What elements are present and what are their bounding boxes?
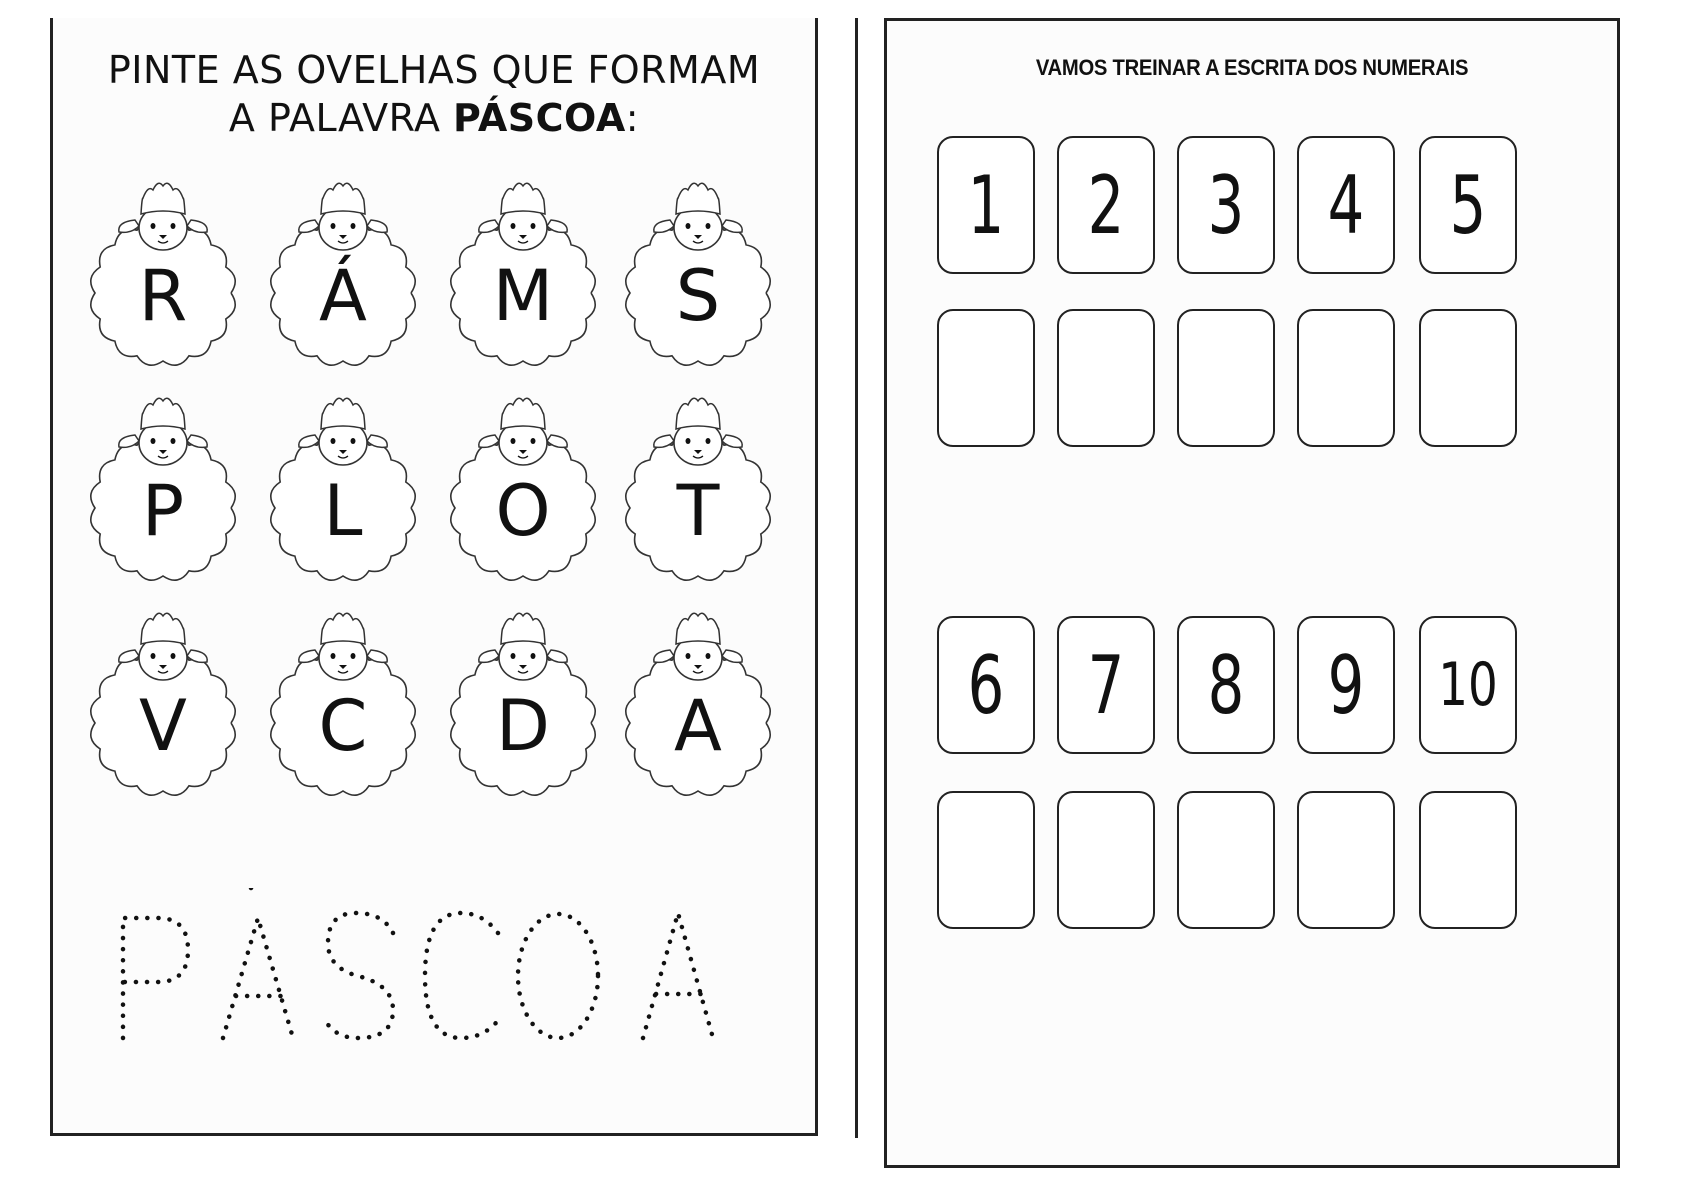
numeral-practice-box[interactable]	[1057, 309, 1155, 447]
numeral-model-box	[1419, 616, 1517, 754]
page-divider	[855, 18, 858, 1138]
numeral-model-box	[1297, 136, 1395, 274]
sheep-card[interactable]	[618, 383, 778, 583]
sheep-card[interactable]	[443, 168, 603, 368]
numeral-practice-box[interactable]	[1177, 791, 1275, 929]
sheep-letter: C	[318, 685, 368, 767]
sheep-head-wool	[676, 613, 720, 644]
sheep-letter: A	[674, 685, 722, 767]
numeral-model-box	[937, 136, 1035, 274]
sheep-eye-right	[706, 223, 711, 229]
numeral-label: 2	[1087, 158, 1125, 252]
sheep-eye-right	[706, 653, 711, 659]
dotted-letter-o	[518, 914, 598, 1038]
sheep-eye-right	[171, 653, 176, 659]
sheep-letter: Á	[319, 255, 367, 337]
sheep-card[interactable]	[443, 598, 603, 798]
sheep-eye-left	[151, 438, 156, 444]
sheep-grid	[73, 168, 793, 848]
sheep-letter: O	[495, 470, 551, 552]
sheep-card[interactable]	[618, 168, 778, 368]
sheep-card[interactable]	[443, 383, 603, 583]
dotted-letter-c	[425, 913, 500, 1038]
sheep-letter: L	[323, 470, 363, 552]
numeral-practice-box[interactable]	[1057, 791, 1155, 929]
sheep-card[interactable]	[83, 383, 243, 583]
sheep-eye-right	[531, 438, 536, 444]
sheep-eye-left	[151, 223, 156, 229]
sheep-head-wool	[501, 613, 545, 644]
title-line-2-suffix: :	[625, 96, 640, 140]
numeral-label: 9	[1327, 638, 1365, 732]
sheep-head-wool	[141, 398, 185, 429]
numeral-practice-box[interactable]	[1297, 309, 1395, 447]
dotted-letters-svg[interactable]	[53, 888, 821, 1048]
numeral-model-box	[937, 616, 1035, 754]
numeral-label: 10	[1438, 650, 1498, 720]
worksheet-left	[50, 18, 818, 1136]
numeral-model-box	[1177, 616, 1275, 754]
numeral-label: 6	[967, 638, 1005, 732]
sheep-letter: M	[492, 255, 554, 337]
sheep-eye-left	[511, 438, 516, 444]
numeral-practice-box[interactable]	[937, 309, 1035, 447]
sheep-eye-left	[331, 438, 336, 444]
sheep-card[interactable]	[83, 168, 243, 368]
sheep-eye-left	[511, 223, 516, 229]
numeral-model-box	[1419, 136, 1517, 274]
sheep-letter: R	[138, 255, 188, 337]
sheep-card[interactable]	[263, 168, 423, 368]
sheep-eye-left	[686, 653, 691, 659]
sheep-eye-left	[331, 223, 336, 229]
sheep-head-wool	[501, 398, 545, 429]
numeral-model-box	[1057, 136, 1155, 274]
numeral-practice-box[interactable]	[937, 791, 1035, 929]
numeral-model-box	[1177, 136, 1275, 274]
sheep-head-wool	[676, 183, 720, 214]
sheep-eye-right	[351, 653, 356, 659]
numeral-label: 5	[1449, 158, 1487, 252]
sheep-head-wool	[321, 613, 365, 644]
worksheet-right	[884, 18, 1620, 1168]
numeral-practice-box[interactable]	[1297, 791, 1395, 929]
sheep-eye-left	[686, 438, 691, 444]
sheep-eye-right	[171, 223, 176, 229]
worksheet-title-right: VAMOS TREINAR A ESCRITA DOS NUMERAIS	[1035, 55, 1469, 80]
dotted-letter-s	[325, 913, 393, 1038]
sheep-card[interactable]	[263, 598, 423, 798]
sheep-eye-right	[706, 438, 711, 444]
dotted-letter-p	[123, 918, 188, 1038]
title-keyword: PÁSCOA	[453, 96, 626, 140]
sheep-eye-right	[351, 223, 356, 229]
numeral-model-box	[1297, 616, 1395, 754]
sheep-letter: S	[675, 255, 721, 337]
numeral-label: 8	[1207, 638, 1245, 732]
sheep-eye-left	[331, 653, 336, 659]
sheep-head-wool	[676, 398, 720, 429]
sheep-head-wool	[501, 183, 545, 214]
sheep-eye-left	[151, 653, 156, 659]
sheep-head-wool	[321, 398, 365, 429]
sheep-letter: P	[141, 470, 185, 552]
dotted-tracing-word[interactable]	[53, 888, 815, 1048]
numeral-label: 1	[967, 158, 1005, 252]
numeral-practice-box[interactable]	[1177, 309, 1275, 447]
sheep-head-wool	[141, 613, 185, 644]
title-line-2-prefix: A PALAVRA	[228, 96, 454, 140]
dotted-letter-a	[643, 913, 713, 1038]
numeral-label: 3	[1207, 158, 1245, 252]
sheep-card[interactable]	[83, 598, 243, 798]
sheep-head-wool	[321, 183, 365, 214]
numeral-model-box	[1057, 616, 1155, 754]
sheep-letter: T	[676, 470, 720, 552]
worksheet-title-left	[53, 46, 815, 142]
sheep-eye-right	[531, 223, 536, 229]
title-line-2	[53, 94, 815, 142]
numeral-practice-box[interactable]	[1419, 309, 1517, 447]
sheep-letter: V	[139, 685, 187, 767]
sheep-eye-left	[686, 223, 691, 229]
sheep-eye-right	[531, 653, 536, 659]
numeral-practice-box[interactable]	[1419, 791, 1517, 929]
sheep-eye-right	[171, 438, 176, 444]
sheep-eye-right	[351, 438, 356, 444]
dotted-letter-a-acute	[223, 888, 293, 1038]
sheep-eye-left	[511, 653, 516, 659]
numeral-label: 4	[1327, 158, 1365, 252]
numeral-label: 7	[1087, 638, 1125, 732]
sheep-card[interactable]	[263, 383, 423, 583]
title-line-1: PINTE AS OVELHAS QUE FORMAM	[107, 48, 761, 92]
sheep-head-wool	[141, 183, 185, 214]
sheep-card[interactable]	[618, 598, 778, 798]
sheep-letter: D	[496, 685, 550, 767]
